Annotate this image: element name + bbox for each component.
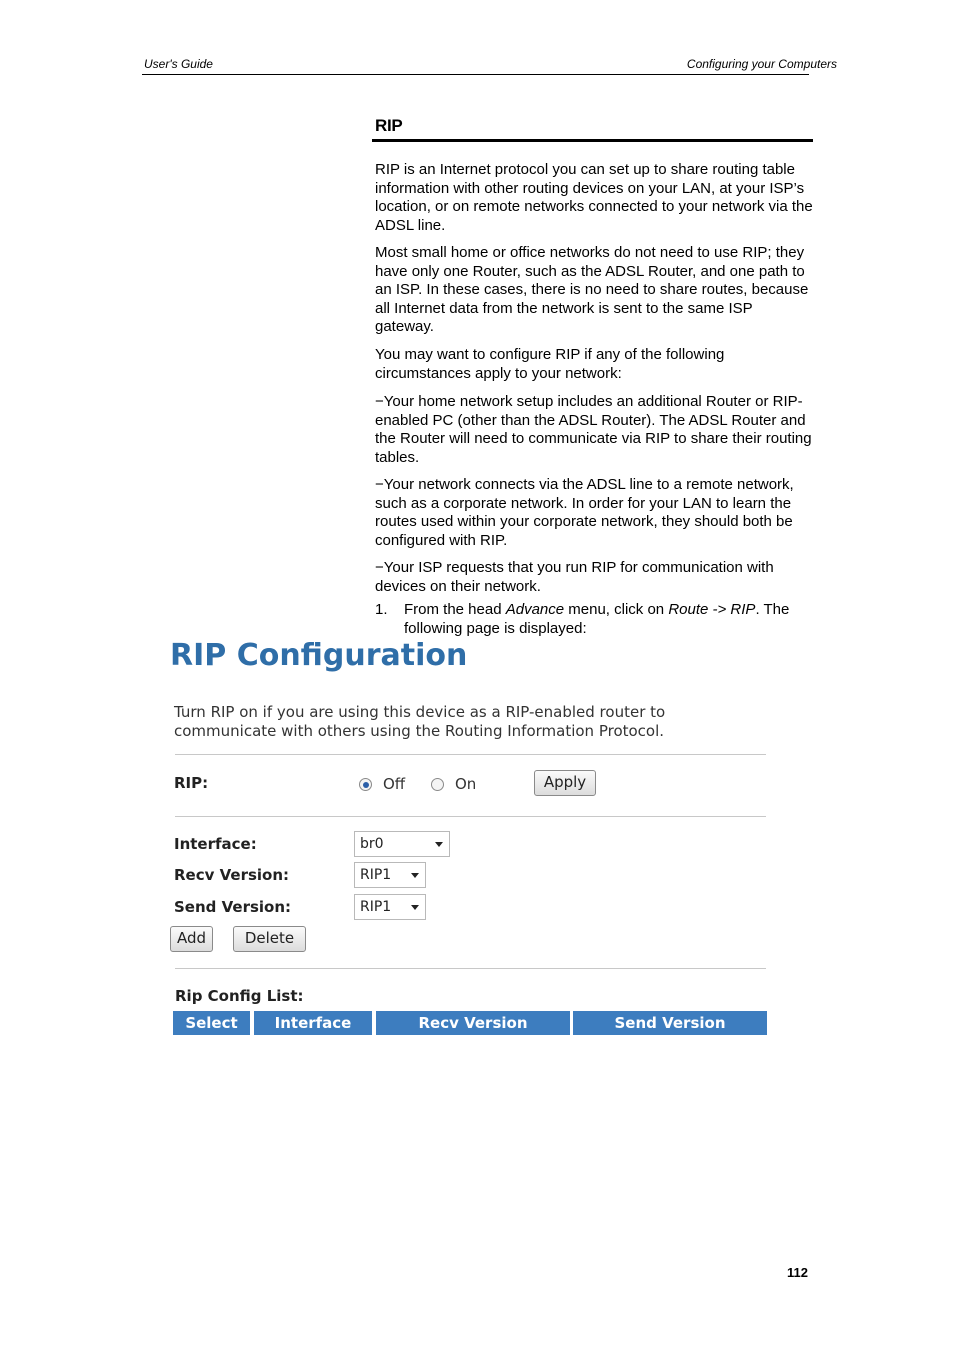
- column-header-send-version: Send Version: [573, 1011, 767, 1035]
- chevron-down-icon: [411, 905, 419, 910]
- rip-label: RIP:: [174, 774, 209, 792]
- delete-button[interactable]: Delete: [233, 926, 306, 952]
- recv-version-label: Recv Version:: [174, 866, 290, 884]
- add-button[interactable]: Add: [170, 926, 213, 952]
- rip-config-title: RIP Configuration: [170, 638, 468, 673]
- paragraph-4: −Your home network setup includes an additional Router or RIP-enabled PC (other than the ADSL Router). The ADSL Router and the Router will need to communicate via RIP to share their routing tables.: [375, 393, 812, 466]
- column-header-interface: Interface: [254, 1011, 372, 1035]
- divider: [175, 754, 766, 755]
- rip-off-label[interactable]: Off: [383, 775, 406, 793]
- divider: [175, 968, 766, 969]
- step-text: [404, 601, 814, 638]
- step-prefix: From the head: [404, 601, 506, 618]
- send-version-label: Send Version:: [174, 898, 292, 916]
- interface-label: Interface:: [174, 835, 257, 853]
- rip-config-description: Turn RIP on if you are using this device as a RIP-enabled router to communicate with others using the Routing Information Protocol.: [174, 703, 666, 740]
- page-number: 112: [787, 1265, 808, 1280]
- paragraph-6: −Your ISP requests that you run RIP for communication with devices on their network.: [375, 559, 774, 595]
- section-title: RIP: [375, 116, 403, 135]
- rip-off-radio[interactable]: [359, 778, 372, 791]
- interface-select[interactable]: [354, 831, 450, 857]
- rip-on-radio[interactable]: [431, 778, 444, 791]
- interface-value: br0: [360, 836, 384, 852]
- rip-on-label[interactable]: On: [455, 775, 477, 793]
- step-menu: Advance: [505, 601, 565, 618]
- header-left: User's Guide: [144, 57, 213, 71]
- column-header-recv-version: Recv Version: [376, 1011, 570, 1035]
- step-path: Route -> RIP: [668, 601, 756, 618]
- step-number: 1.: [375, 601, 388, 618]
- recv-version-value: RIP1: [360, 867, 392, 883]
- paragraph-3: You may want to configure RIP if any of the following circumstances apply to your network:: [375, 346, 725, 382]
- paragraph-2: Most small home or office networks do not need to use RIP; they have only one Router, such as the ADSL Router, and one path to an ISP. In these cases, there is no need to share routes, because all Internet data from the network is sent to the same ISP gateway.: [375, 244, 809, 335]
- paragraph-5: −Your network connects via the ADSL line to a remote network, such as a corporate network. In order for your LAN to learn the routes used within your corporate network, they should both be configured with RIP.: [375, 476, 794, 549]
- section-divider: [372, 139, 813, 142]
- recv-version-select[interactable]: [354, 862, 426, 888]
- step-1: [375, 601, 815, 639]
- divider: [175, 816, 766, 817]
- step-middle: menu, click on: [564, 601, 669, 618]
- rip-config-list-label: Rip Config List:: [175, 987, 304, 1005]
- header-divider: [142, 74, 809, 75]
- header-right: Configuring your Computers: [686, 57, 837, 71]
- apply-button[interactable]: Apply: [534, 770, 596, 796]
- chevron-down-icon: [435, 842, 443, 847]
- paragraph-1: RIP is an Internet protocol you can set up to share routing table information with other routing devices on your LAN, at your ISP’s location, or on remote networks connected to your network via the ADSL line.: [375, 161, 813, 234]
- chevron-down-icon: [411, 873, 419, 878]
- column-header-select: Select: [173, 1011, 250, 1035]
- step-suffix: . The following page is displayed:: [404, 601, 790, 637]
- send-version-value: RIP1: [360, 899, 392, 915]
- send-version-select[interactable]: [354, 894, 426, 920]
